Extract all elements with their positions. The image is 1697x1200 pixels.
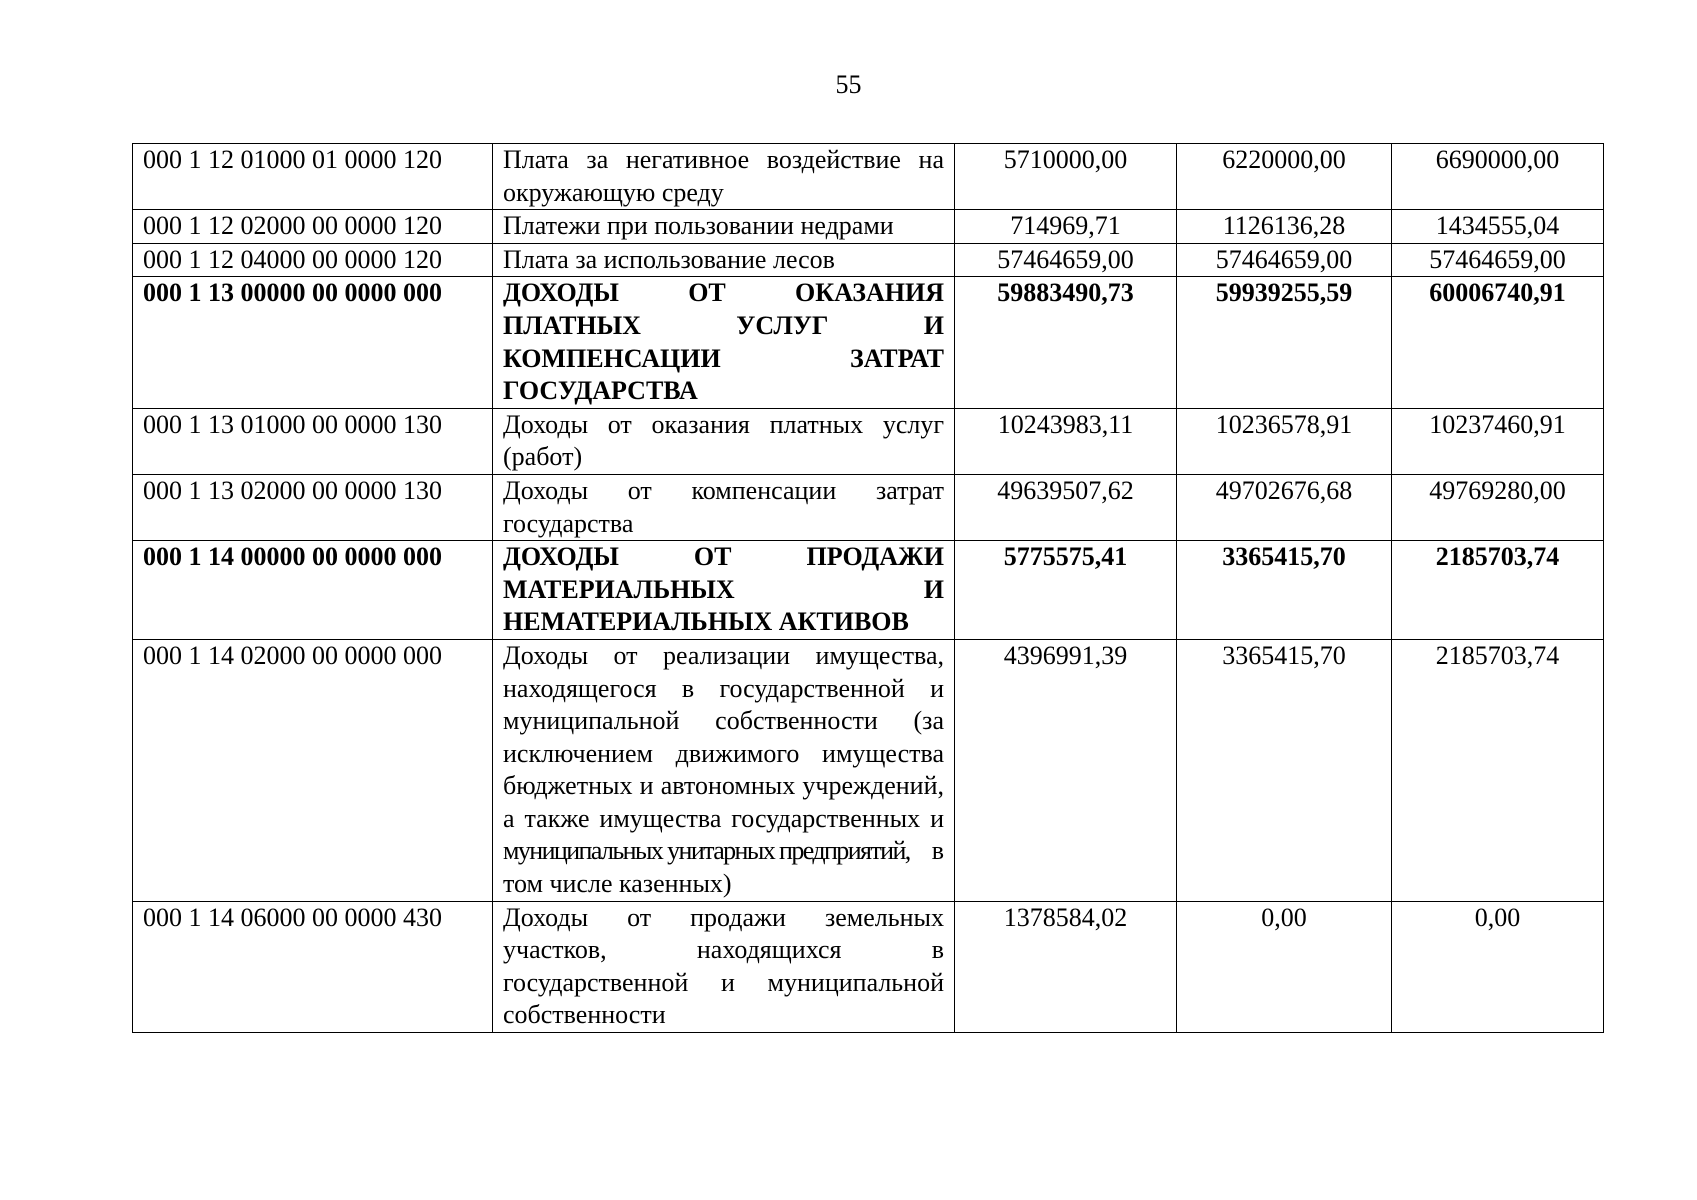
amount-year-2: 57464659,00 (1177, 243, 1392, 277)
revenue-name-condensed: муниципальных унитарных предприятий, (503, 836, 910, 866)
revenue-name-main: Доходы от реализации имущества, находящегося в государственной и муниципальной собственности (за исключением движимого имущества бюджетных и автономных учреждений, а также имущества государственных и (503, 640, 944, 833)
budget-code: 000 1 14 06000 00 0000 430 (133, 901, 493, 1032)
revenue-name: Плата за использование лесов (493, 243, 955, 277)
revenue-name: Доходы от оказания платных услуг (работ) (493, 408, 955, 474)
amount-year-2: 6220000,00 (1177, 144, 1392, 210)
table-row (133, 639, 1604, 901)
amount-year-2: 1126136,28 (1177, 210, 1392, 244)
budget-code: 000 1 13 00000 00 0000 000 (133, 277, 493, 408)
table-row-section (133, 541, 1604, 640)
budget-code: 000 1 14 00000 00 0000 000 (133, 541, 493, 640)
amount-year-3: 49769280,00 (1392, 474, 1604, 540)
table-row (133, 144, 1604, 210)
revenue-name-tail: в том числе казенных) (503, 836, 944, 899)
amount-year-2: 59939255,59 (1177, 277, 1392, 408)
budget-code: 000 1 12 01000 01 0000 120 (133, 144, 493, 210)
amount-year-2: 3365415,70 (1177, 639, 1392, 901)
amount-year-3: 57464659,00 (1392, 243, 1604, 277)
table-row (133, 408, 1604, 474)
amount-year-3: 2185703,74 (1392, 541, 1604, 640)
amount-year-1: 49639507,62 (955, 474, 1177, 540)
revenue-name: ДОХОДЫ ОТ ОКАЗАНИЯ ПЛАТНЫХ УСЛУГ И КОМПЕНСАЦИИ ЗАТРАТ ГОСУДАРСТВА (493, 277, 955, 408)
amount-year-2: 10236578,91 (1177, 408, 1392, 474)
budget-code: 000 1 14 02000 00 0000 000 (133, 639, 493, 901)
table-row (133, 210, 1604, 244)
amount-year-3: 6690000,00 (1392, 144, 1604, 210)
revenue-name (493, 639, 955, 901)
amount-year-2: 49702676,68 (1177, 474, 1392, 540)
amount-year-3: 2185703,74 (1392, 639, 1604, 901)
amount-year-2: 0,00 (1177, 901, 1392, 1032)
amount-year-1: 714969,71 (955, 210, 1177, 244)
amount-year-1: 5710000,00 (955, 144, 1177, 210)
amount-year-3: 60006740,91 (1392, 277, 1604, 408)
budget-code: 000 1 13 02000 00 0000 130 (133, 474, 493, 540)
page-number: 55 (835, 70, 862, 99)
amount-year-2: 3365415,70 (1177, 541, 1392, 640)
amount-year-1: 1378584,02 (955, 901, 1177, 1032)
table-row-section (133, 277, 1604, 408)
budget-code: 000 1 13 01000 00 0000 130 (133, 408, 493, 474)
amount-year-1: 57464659,00 (955, 243, 1177, 277)
revenue-name: Доходы от компенсации затрат государства (493, 474, 955, 540)
table-row (133, 901, 1604, 1032)
budget-code: 000 1 12 02000 00 0000 120 (133, 210, 493, 244)
revenue-name: ДОХОДЫ ОТ ПРОДАЖИ МАТЕРИАЛЬНЫХ И НЕМАТЕРИАЛЬНЫХ АКТИВОВ (493, 541, 955, 640)
amount-year-1: 10243983,11 (955, 408, 1177, 474)
amount-year-1: 4396991,39 (955, 639, 1177, 901)
revenue-name: Платежи при пользовании недрами (493, 210, 955, 244)
amount-year-1: 5775575,41 (955, 541, 1177, 640)
amount-year-3: 0,00 (1392, 901, 1604, 1032)
budget-code: 000 1 12 04000 00 0000 120 (133, 243, 493, 277)
revenue-name: Доходы от продажи земельных участков, находящихся в государственной и муниципальной собственности (493, 901, 955, 1032)
revenue-name: Плата за негативное воздействие на окружающую среду (493, 144, 955, 210)
table-row (133, 474, 1604, 540)
amount-year-3: 10237460,91 (1392, 408, 1604, 474)
amount-year-1: 59883490,73 (955, 277, 1177, 408)
amount-year-3: 1434555,04 (1392, 210, 1604, 244)
table-row (133, 243, 1604, 277)
revenue-table (132, 143, 1604, 1033)
